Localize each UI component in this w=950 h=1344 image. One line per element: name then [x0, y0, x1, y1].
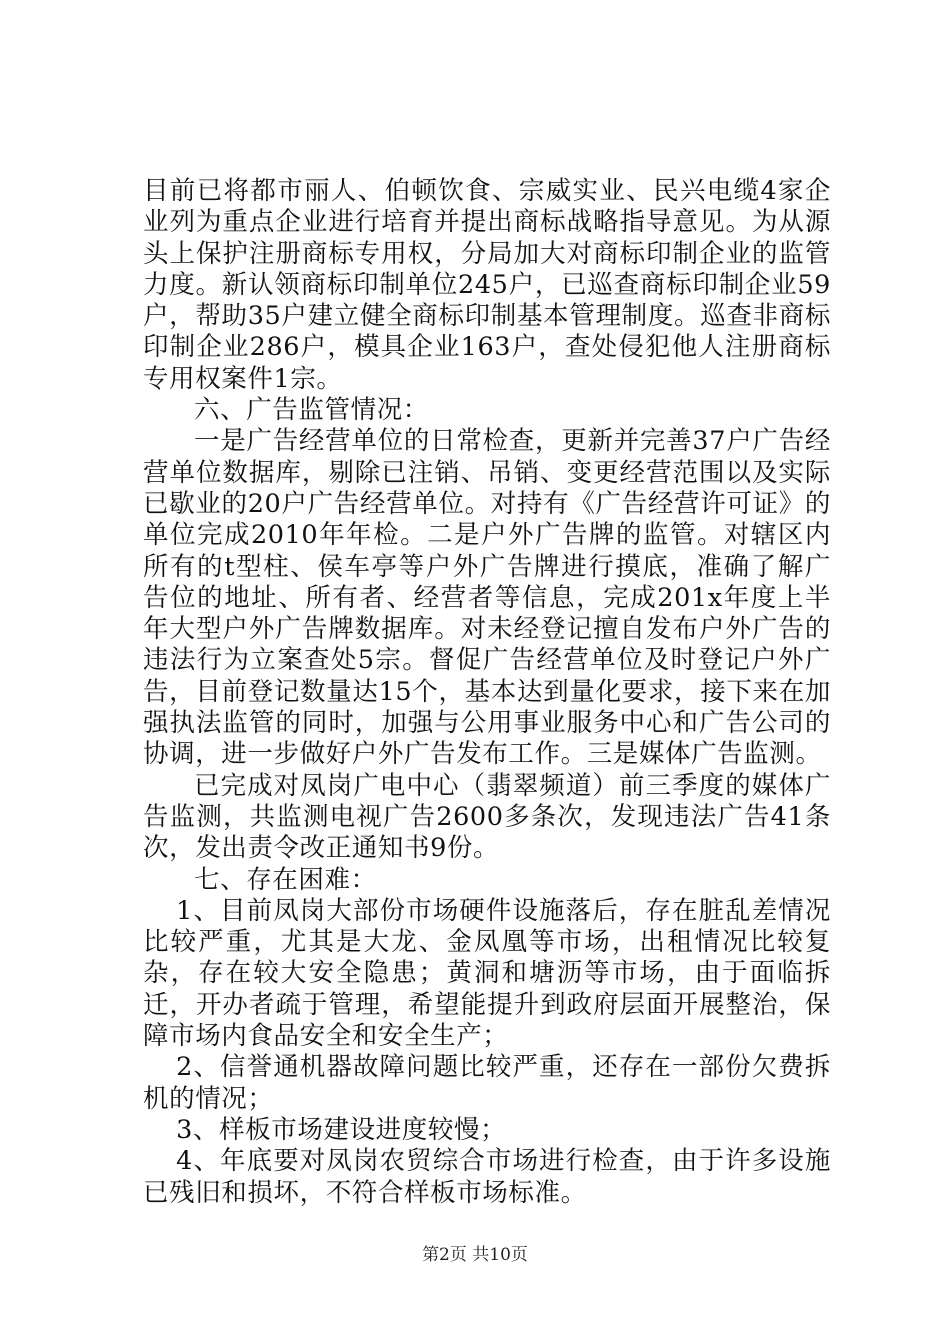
paragraph-media-monitoring: 已完成对凤岗广电中心（翡翠频道）前三季度的媒体广告监测，共监测电视广告2600多条次，发现违法广告41条次，发出责令改正通知书9份。 — [143, 770, 831, 864]
paragraph-trademark: 目前已将都市丽人、伯顿饮食、宗威实业、民兴电缆4家企业列为重点企业进行培育并提出商标战略指导意见。为从源头上保护注册商标专用权，分局加大对商标印制企业的监管力度。新认领商标印制单位245户，已巡查商标印制企业59户，帮助35户建立健全商标印制基本管理制度。巡查非商标印制企业286户，模具企业163户，查处侵犯他人注册商标专用权案件1宗。 — [143, 176, 831, 394]
page-number-footer: 第2页 共10页 — [422, 1245, 528, 1265]
difficulty-item-2: 2、信誉通机器故障问题比较严重，还存在一部份欠费拆机的情况； — [143, 1052, 831, 1114]
heading-advertising-supervision: 六、广告监管情况： — [194, 395, 429, 426]
difficulty-item-4: 4、年底要对凤岗农贸综合市场进行检查，由于许多设施已残旧和损坏，不符合样板市场标准。 — [143, 1146, 831, 1208]
document-body — [143, 176, 831, 1209]
heading-difficulties: 七、存在困难： — [194, 864, 377, 895]
difficulty-item-1: 1、目前凤岗大部份市场硬件设施落后，存在脏乱差情况比较严重，尤其是大龙、金凤凰等市场，出租情况比较复杂，存在较大安全隐患；黄洞和塘沥等市场，由于面临拆迁，开办者疏于管理，希望能提升到政府层面开展整治，保障市场内食品安全和安全生产； — [143, 895, 831, 1052]
paragraph-advertising: 一是广告经营单位的日常检查，更新并完善37户广告经营单位数据库，剔除已注销、吊销、变更经营范围以及实际已歇业的20户广告经营单位。对持有《广告经营许可证》的单位完成2010年年检。二是户外广告牌的监管。对辖区内所有的t型柱、侯车亭等户外广告牌进行摸底，准确了解广告位的地址、所有者、经营者等信息，完成201x年度上半年大型户外广告牌数据库。对未经登记擅自发布户外广告的违法行为立案查处5宗。督促广告经营单位及时登记户外广告，目前登记数量达15个，基本达到量化要求，接下来在加强执法监管的同时，加强与公用事业服务中心和广告公司的协调，进一步做好户外广告发布工作。三是媒体广告监测。 — [143, 426, 831, 770]
difficulty-item-3: 3、样板市场建设进度较慢； — [176, 1114, 507, 1145]
